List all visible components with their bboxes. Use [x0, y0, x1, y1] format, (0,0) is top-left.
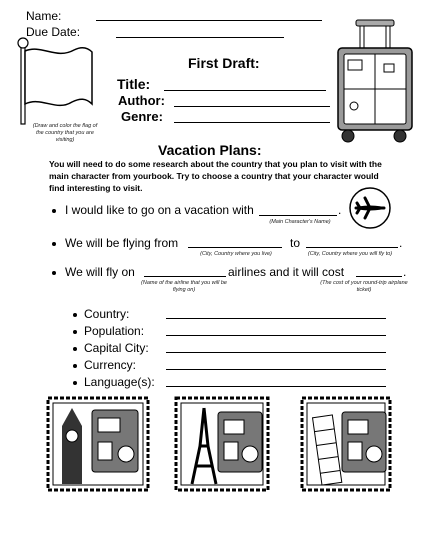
leaning-tower-stamp-icon: [300, 396, 392, 492]
languages-field[interactable]: [166, 386, 386, 387]
first-draft-heading: First Draft:: [188, 55, 260, 71]
genre-field[interactable]: [174, 122, 330, 123]
bullet-dot: [52, 271, 56, 275]
name-label: Name:: [26, 9, 62, 23]
from-city-hint: (City, Country where you live): [200, 251, 272, 257]
genre-label: Genre:: [121, 109, 163, 124]
bullet-dot: [73, 330, 77, 334]
flag-hint: (Draw and color the flag of the country that you are visiting): [32, 123, 98, 143]
big-ben-stamp-icon: [46, 396, 150, 492]
flag-icon: [14, 36, 96, 126]
bullet-dot: [52, 209, 56, 213]
bullet-dot: [73, 313, 77, 317]
period-text: .: [338, 203, 342, 217]
currency-label: Currency:: [84, 358, 137, 372]
country-label: Country:: [84, 307, 130, 321]
main-character-hint: (Main Character's Name): [269, 219, 331, 225]
main-character-field[interactable]: [259, 215, 337, 216]
bullet-dot: [52, 242, 56, 246]
airline-field[interactable]: [144, 276, 226, 277]
period-text: .: [403, 265, 407, 279]
cost-field[interactable]: [356, 276, 402, 277]
flying-from-text: We will be flying from: [65, 236, 179, 250]
vacation-plans-heading: Vacation Plans:: [158, 142, 262, 158]
author-field[interactable]: [174, 106, 330, 107]
due-date-label: Due Date:: [26, 25, 81, 39]
currency-field[interactable]: [166, 369, 386, 370]
cost-hint: (The cost of your round-trip airplane ticket): [320, 280, 408, 293]
period-text: .: [399, 236, 403, 250]
suitcase-icon: [334, 18, 418, 144]
to-city-hint: (City, Country where you will fly to): [307, 251, 393, 257]
capital-city-label: Capital City:: [84, 341, 149, 355]
fly-on-text: We will fly on: [65, 265, 135, 279]
to-city-field[interactable]: [306, 247, 398, 248]
to-text: to: [290, 236, 301, 250]
author-label: Author:: [118, 93, 165, 108]
due-date-field[interactable]: [116, 37, 284, 38]
vacation-with-text: I would like to go on a vacation with: [65, 203, 254, 217]
airline-hint: (Name of the airline that you will be flying on): [141, 280, 227, 293]
country-field[interactable]: [166, 318, 386, 319]
intro-paragraph: You will need to do some research about the country that you plan to visit with the main character from yourbook. Try to choose a country that your character would find interesting to visit.: [49, 159, 382, 193]
title-field[interactable]: [164, 90, 326, 91]
name-field[interactable]: [96, 20, 322, 21]
airlines-cost-text: airlines and it will cost: [228, 265, 345, 279]
title-label: Title:: [117, 76, 151, 92]
languages-label: Language(s):: [84, 375, 155, 389]
bullet-dot: [73, 381, 77, 385]
bullet-dot: [73, 364, 77, 368]
from-city-field[interactable]: [188, 247, 282, 248]
capital-city-field[interactable]: [166, 352, 386, 353]
population-label: Population:: [84, 324, 145, 338]
airplane-icon: [348, 186, 392, 230]
population-field[interactable]: [166, 335, 386, 336]
eiffel-tower-stamp-icon: [174, 396, 270, 492]
bullet-dot: [73, 347, 77, 351]
